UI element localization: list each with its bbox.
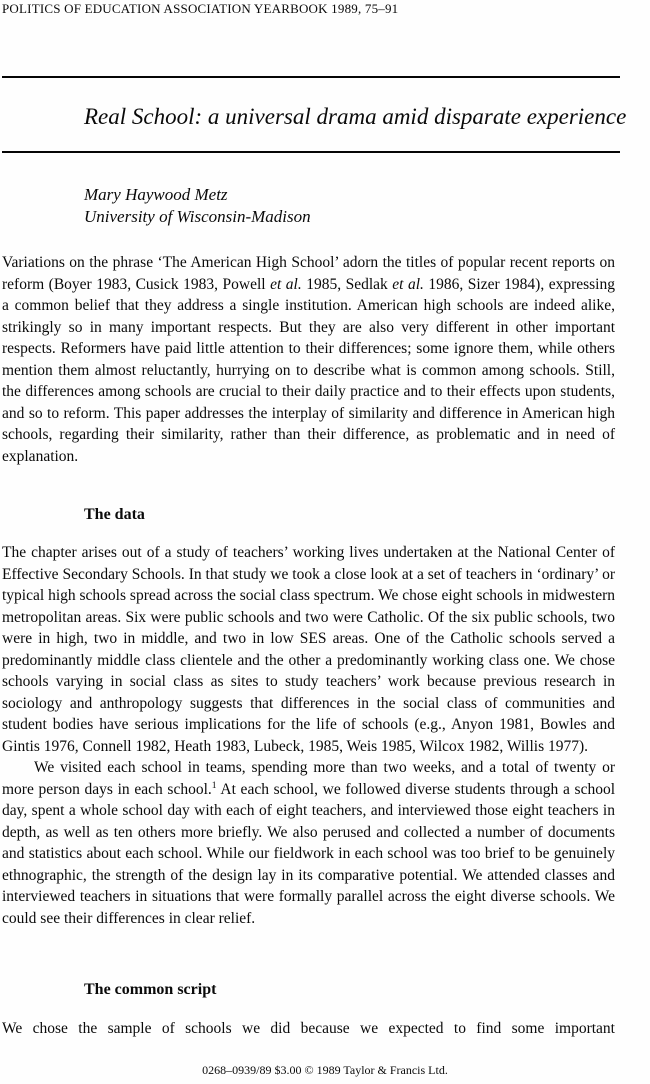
article-title: Real School: a universal drama amid disparate experience [84, 104, 627, 129]
intro-paragraph: Variations on the phrase ‘The American High School’ adorn the titles of popular recent reports on reform (Boyer 1983, Cusick 1983, Powell et al. 1985, Sedlak et al. 1986, Sizer 1984), expressing a common belief that they address a single institution. American high schools are indeed alike, strikingly so in many important respects. But they are also very different in other important respects. Reformers have paid little attention to their differences; some ignore them, while others mention them almost reluctantly, hurrying on to describe what is common among schools. Still, the differences among schools are crucial to their daily practice and to their effects upon students, and so to reform. This paper addresses the interplay of similarity and difference in American high schools, regarding their similarity, rather than their difference, as problematic and in need of explanation. [2, 254, 615, 465]
top-rule [2, 76, 620, 78]
common-script-paragraph: We chose the sample of schools we did because we expected to find some important [2, 1020, 615, 1037]
data-paragraph-1: The chapter arises out of a study of teachers’ working lives undertaken at the National Center of Effective Secondary Schools. In that study we took a close look at a set of teachers in ‘ordinary’ or typical high schools spread across the social class spectrum. We chose eight schools in midwestern metropolitan areas. Six were public schools and two were Catholic. Of the six public schools, two were in high, two in middle, and two in low SES areas. One of the Catholic schools served a predominantly middle class clientele and the other a predominantly working class one. We chose schools varying in social class as sites to study teachers’ work because previous research in sociology and anthropology suggests that differences in the social class of communities and student bodies have serious implications for the life of schools (e.g., Anyon 1981, Bowles and Gintis 1976, Connell 1982, Heath 1983, Lubeck, 1985, Weis 1985, Wilcox 1982, Willis 1977). [2, 544, 615, 755]
section-heading-common-script: The common script [84, 981, 217, 998]
journal-header: POLITICS OF EDUCATION ASSOCIATION YEARBOOK 1989, 75–91 [2, 1, 399, 16]
footer-imprint: 0268–0939/89 $3.00 © 1989 Taylor & Francis Ltd. [202, 1063, 448, 1077]
author-affiliation: University of Wisconsin-Madison [84, 207, 311, 226]
section-heading-the-data: The data [84, 506, 145, 523]
data-paragraph-2: We visited each school in teams, spending more than two weeks, and a total of twenty or more person days in each school.$^1$ At each school, we followed diverse students through a school day, spent a whole school day with each of eight teachers, and interviewed those eight teachers in depth, as well as ten others more briefly. We also perused and collected a number of documents and statistics about each school. While our fieldwork in each school was too brief to be genuinely ethnographic, the strength of the design lay in its comparative potential. We attended classes and interviewed teachers in situations that were formally parallel across the eight diverse schools. We could see their differences in clear relief. [2, 759, 616, 927]
author-name: Mary Haywood Metz [84, 185, 228, 204]
title-rule [2, 151, 620, 153]
section-data-body [2, 542, 615, 929]
author-block [84, 184, 311, 228]
